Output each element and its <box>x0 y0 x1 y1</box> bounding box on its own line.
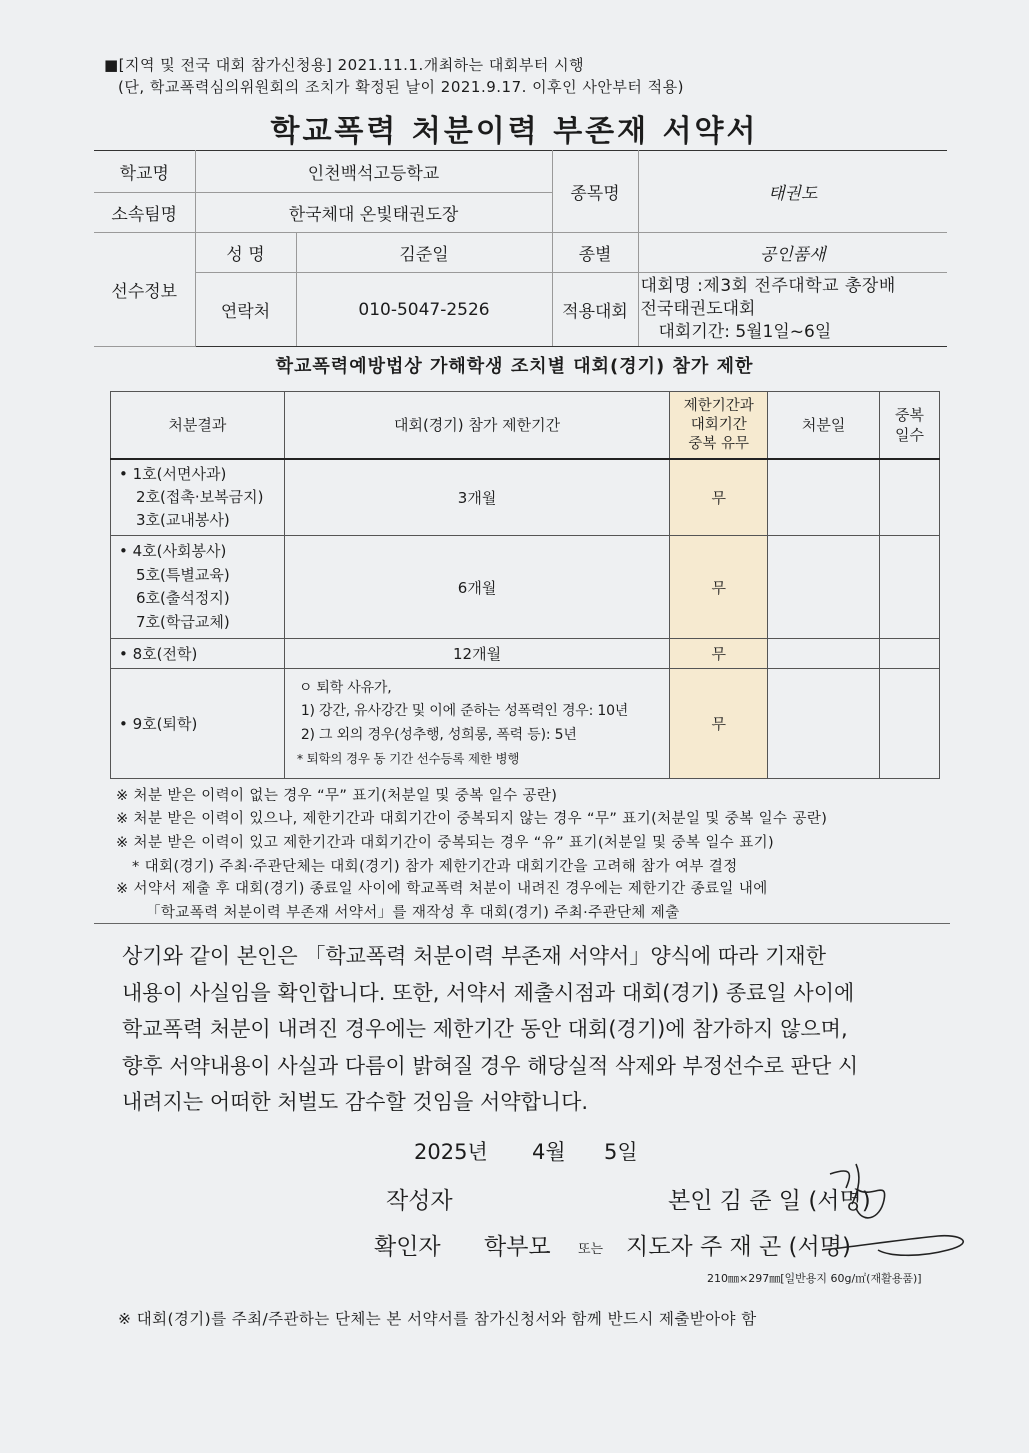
result-cell: • 8호(전학) <box>111 639 285 669</box>
list-item: • 4호(사회봉사) <box>119 542 227 560</box>
list-item: • 1호(서면사과) <box>119 465 227 483</box>
note-2: ※ 처분 받은 이력이 있으나, 제한기간과 대회기간이 중복되지 않는 경우 “무” 표기(처분일 및 중복 일수 공란) <box>116 811 828 827</box>
pledge-line: 학교폭력 처분이 내려진 경우에는 제한기간 동안 대회(경기)에 참가하지 않으며, <box>122 1017 848 1041</box>
date-cell <box>768 536 880 639</box>
divider <box>94 923 950 924</box>
category-label: 종별 <box>552 233 638 273</box>
event-period: 대회기간: 5월1일~6일 <box>658 322 832 342</box>
header-overlap-line2: 대회기간 <box>690 416 747 433</box>
note-1: ※ 처분 받은 이력이 없는 경우 “무” 표기(처분일 및 중복 일수 공란) <box>116 788 558 804</box>
notice-line-2: (단, 학교폭력심의위원회의 조치가 확정된 날이 2021.9.17. 이후인 사안부터 적용) <box>118 78 684 96</box>
days-cell <box>880 639 940 669</box>
period-cell: 6개월 <box>284 536 669 639</box>
header-overlap <box>670 392 768 460</box>
date-day: 5일 <box>604 1140 638 1164</box>
notice-line-1: ■[지역 및 전국 대회 참가신청용] 2021.11.1.개최하는 대회부터 시행 <box>104 56 585 74</box>
category-value: 공인품새 <box>638 233 947 273</box>
header-days-line2: 일수 <box>895 426 924 444</box>
header-period: 대회(경기) 참가 제한기간 <box>284 392 669 460</box>
team-label: 소속팀명 <box>94 193 195 233</box>
result-cell <box>111 536 285 639</box>
event-value <box>638 273 947 347</box>
name-label: 성 명 <box>195 233 296 273</box>
list-item: 7호(학급교체) <box>136 612 230 631</box>
list-item: ㅇ 퇴학 사유가, <box>298 679 392 696</box>
header-days <box>880 392 940 460</box>
player-info-table <box>94 150 947 347</box>
team-value: 한국체대 온빛태권도장 <box>195 193 552 233</box>
note-3: ※ 처분 받은 이력이 있고 제한기간과 대회기간이 중복되는 경우 “유” 표기(처분일 및 중복 일수 표기) <box>116 835 775 851</box>
days-cell <box>880 459 940 536</box>
days-cell <box>880 536 940 639</box>
footer-note: ※ 대회(경기)를 주최/주관하는 단체는 본 서약서를 참가신청서와 함께 반드시 제출받아야 함 <box>118 1310 757 1328</box>
result-cell <box>111 459 285 536</box>
sport-value: 태권도 <box>638 151 947 233</box>
list-item: 3호(교내봉사) <box>136 511 230 529</box>
header-overlap-line3: 중복 유무 <box>688 435 750 452</box>
contact-value: 010-5047-2526 <box>296 273 552 347</box>
restriction-table <box>110 391 940 779</box>
overlap-cell: 무 <box>670 459 768 536</box>
period-cell: 3개월 <box>284 459 669 536</box>
table-row <box>111 669 940 779</box>
result-cell: • 9호(퇴학) <box>111 669 285 779</box>
header-days-line1: 중복 <box>895 406 924 424</box>
date-month: 4월 <box>532 1140 566 1164</box>
paper-spec: 210㎜×297㎜[일반용지 60g/㎡(재활용품)] <box>707 1272 922 1285</box>
header-overlap-line1: 제한기간과 <box>683 397 754 414</box>
period-cell <box>284 669 669 779</box>
pledge-line: 내용이 사실임을 확인합니다. 또한, 서약서 제출시점과 대회(경기) 종료일 사이에 <box>122 980 855 1005</box>
list-item: 5호(특별교육) <box>136 565 230 584</box>
school-value: 인천백석고등학교 <box>195 151 552 193</box>
date-cell <box>768 639 880 669</box>
pledge-text <box>122 938 942 1121</box>
confirm-parent: 학부모 <box>484 1234 551 1260</box>
document-title: 학교폭력 처분이력 부존재 서약서 <box>270 114 759 149</box>
date-year: 2025년 <box>414 1140 488 1164</box>
list-item: 6호(출석정지) <box>136 589 230 607</box>
list-item: 2호(접촉·보복금지) <box>136 488 264 506</box>
header-result: 처분결과 <box>111 392 285 460</box>
table-row <box>111 459 940 536</box>
note-4: * 대회(경기) 주최·주관단체는 대회(경기) 참가 제한기간과 대회기간을 고려해 참가 여부 결정 <box>132 859 738 875</box>
list-item: 2) 그 외의 경우(성추행, 성희롱, 폭력 등): 5년 <box>300 726 577 743</box>
header-date: 처분일 <box>768 392 880 460</box>
event-label: 적용대회 <box>552 273 638 347</box>
writer-value: 본인 김 준 일 (서명) <box>668 1188 871 1214</box>
pledge-line: 향후 서약내용이 사실과 다름이 밝혀질 경우 해당실적 삭제와 부정선수로 판단 시 <box>122 1053 859 1078</box>
period-cell: 12개월 <box>284 639 669 669</box>
date-cell <box>768 459 880 536</box>
overlap-cell: 무 <box>670 669 768 779</box>
player-info-label: 선수정보 <box>94 233 195 347</box>
event-name: 대회명 :제3회 전주대학교 총장배 <box>640 276 896 296</box>
handwritten-signature <box>818 1160 968 1270</box>
school-label: 학교명 <box>94 151 195 193</box>
table-row <box>111 536 940 639</box>
name-value: 김준일 <box>296 233 552 273</box>
table-row <box>111 639 940 669</box>
note-5: ※ 서약서 제출 후 대회(경기) 종료일 사이에 학교폭력 처분이 내려진 경우에는 제한기간 종료일 내에 <box>116 881 768 897</box>
confirm-value: 지도자 주 재 곤 (서명) <box>626 1234 851 1260</box>
restriction-title: 학교폭력예방법상 가해학생 조치별 대회(경기) 참가 제한 <box>275 356 754 377</box>
writer-label: 작성자 <box>386 1188 453 1214</box>
pledge-line: 내려지는 어떠한 처벌도 감수할 것임을 서약합니다. <box>122 1090 589 1114</box>
overlap-cell: 무 <box>670 536 768 639</box>
sport-label: 종목명 <box>552 151 638 233</box>
note-6: 「학교폭력 처분이력 부존재 서약서」를 재작성 후 대회(경기) 주최·주관단체 제출 <box>146 905 680 921</box>
confirm-label: 확인자 <box>374 1234 441 1260</box>
pledge-line: 상기와 같이 본인은 「학교폭력 처분이력 부존재 서약서」양식에 따라 기재한 <box>122 944 826 968</box>
event-name-cont: 전국태권도대회 <box>640 299 756 319</box>
contact-label: 연락처 <box>195 273 296 347</box>
confirm-or: 또는 <box>578 1242 604 1257</box>
overlap-cell: 무 <box>670 639 768 669</box>
list-item: * 퇴학의 경우 동 기간 선수등록 제한 병행 <box>296 751 520 766</box>
days-cell <box>880 669 940 779</box>
list-item: 1) 강간, 유사강간 및 이에 준하는 성폭력인 경우: 10년 <box>300 703 629 719</box>
date-cell <box>768 669 880 779</box>
